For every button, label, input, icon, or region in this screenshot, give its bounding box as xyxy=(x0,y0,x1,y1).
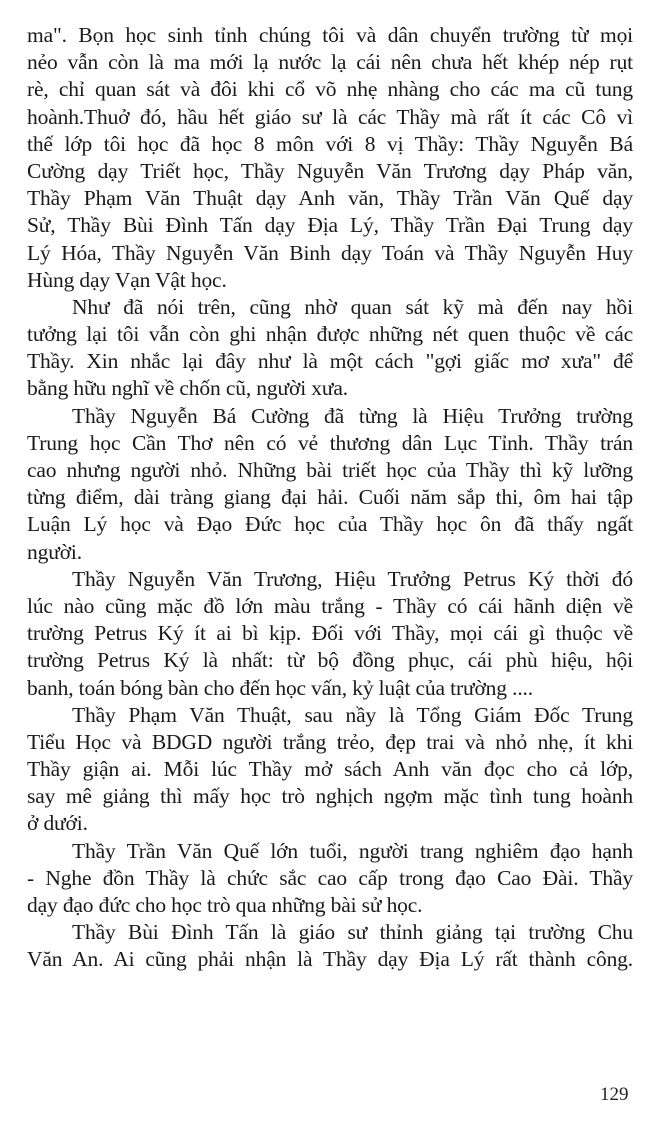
text-line: cao nhưng người nhỏ. Những bài triết học của Thầy thì kỹ lưỡng xyxy=(27,458,633,482)
text-line: bằng hữu nghĩ về chốn cũ, người xưa. xyxy=(27,376,348,401)
text-line: Văn An. Ai cũng phải nhận là Thầy dạy Địa Lý rất thành công. xyxy=(27,947,633,972)
page-body xyxy=(27,22,633,974)
text-line: rè, chỉ quan sát và đôi khi cổ võ nhẹ nhàng cho các ma cũ tung xyxy=(27,77,633,102)
text-line: Thầy. Xin nhắc lại đây như là một cách "gợi giấc mơ xưa" để xyxy=(27,349,633,374)
text-line: dạy đạo đức cho học trò qua những bài sử học. xyxy=(27,893,423,917)
text-line: trường Petrus Ký ít ai bì kịp. Đối với Thầy, mọi cái gì thuộc về xyxy=(27,621,633,646)
text-line: banh, toán bóng bàn cho đến học vấn, kỷ luật của trường .... xyxy=(27,675,534,700)
text-line: thế lớp tôi học đã học 8 môn với 8 vị Thầy: Thầy Nguyễn Bá xyxy=(27,131,633,156)
text-line: say mê giảng thì mấy học trò nghịch ngợm mặc tình tung hoành xyxy=(27,784,633,809)
text-line: - Nghe đồn Thầy là chức sắc cao cấp trong đạo Cao Đài. Thầy xyxy=(27,865,633,890)
text-line: Thầy giận ai. Mỗi lúc Thầy mở sách Anh văn đọc cho cả lớp, xyxy=(27,757,633,782)
page-number: 129 xyxy=(600,1084,629,1105)
paragraph-first-line: Thầy Nguyễn Bá Cường đã từng là Hiệu Trưởng trường xyxy=(72,403,633,428)
text-line: Luận Lý học và Đạo Đức học của Thầy học ôn đã thấy ngất xyxy=(27,512,633,537)
text-line: lúc nào cũng mặc đồ lớn màu trắng - Thầy có cái hãnh diện về xyxy=(27,593,633,618)
text-line: từng điểm, dài tràng giang đại hải. Cuối năm sắp thi, ôm hai tập xyxy=(27,485,633,510)
text-line: ở dưới. xyxy=(27,811,88,836)
paragraph-first-line: Thầy Trần Văn Quế lớn tuổi, người trang nghiêm đạo hạnh xyxy=(72,838,633,863)
text-line: Trung học Cần Thơ nên có vẻ thương dân Lục Tỉnh. Thầy trán xyxy=(27,430,633,455)
text-line: người. xyxy=(27,539,82,564)
text-line: Hùng dạy Vạn Vật học. xyxy=(27,267,227,292)
paragraph-first-line: Như đã nói trên, cũng nhờ quan sát kỹ mà đến nay hồi xyxy=(72,294,633,319)
text-line: trường Petrus Ký là nhất: từ bộ đồng phục, cái phù hiệu, hội xyxy=(27,648,633,673)
text-line: Cường dạy Triết học, Thầy Nguyễn Văn Trương dạy Pháp văn, xyxy=(27,158,633,183)
text-line: tưởng lại tôi vẫn còn ghi nhận được những nét quen thuộc về các xyxy=(27,322,633,347)
text-line: Sử, Thầy Bùi Đình Tấn dạy Địa Lý, Thầy Trần Đại Trung dạy xyxy=(27,213,633,238)
text-line: Tiểu Học và BDGD người trắng trẻo, đẹp trai và nhỏ nhẹ, ít khi xyxy=(27,729,633,754)
text-line: nẻo vẫn còn là ma mới lạ nước lạ cái nên chưa hết khép nép rụt xyxy=(27,50,633,75)
text-line: Lý Hóa, Thầy Nguyễn Văn Binh dạy Toán và Thầy Nguyễn Huy xyxy=(27,240,633,265)
text-line: ma". Bọn học sinh tỉnh chúng tôi và dân chuyển trường từ mọi xyxy=(27,23,633,47)
paragraph-first-line: Thầy Nguyễn Văn Trương, Hiệu Trưởng Petrus Ký thời đó xyxy=(72,566,633,591)
text-line: Thầy Phạm Văn Thuật dạy Anh văn, Thầy Trần Văn Quế dạy xyxy=(27,186,633,211)
paragraph-first-line: Thầy Bùi Đình Tấn là giáo sư thỉnh giảng tại trường Chu xyxy=(72,920,633,945)
text-line: hoành.Thuở đó, hầu hết giáo sư là các Thầy mà rất ít các Cô vì xyxy=(27,104,633,129)
paragraph-first-line: Thầy Phạm Văn Thuật, sau nầy là Tổng Giám Đốc Trung xyxy=(72,702,633,727)
